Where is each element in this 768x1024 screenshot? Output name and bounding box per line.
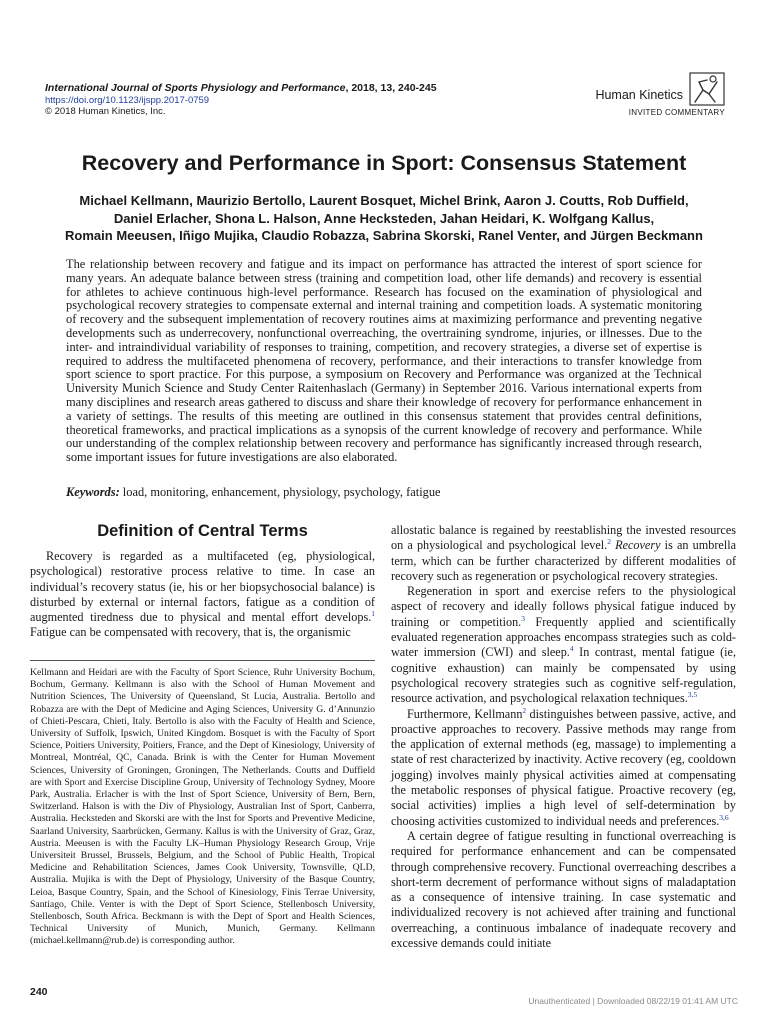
section-heading: Definition of Central Terms	[97, 522, 308, 540]
reference-link[interactable]: 4	[569, 644, 574, 654]
publisher-name: Human Kinetics	[595, 88, 683, 102]
body-text: In contrast, mental fatigue (ie, cognitive exhaustion) can mainly be compensated by using psychological recovery strategies such as cognitive self-regulation, resource activation, and psychological relaxation techniques.	[391, 645, 736, 706]
author-list	[40, 192, 728, 245]
journal-name: International Journal of Sports Physiology and Performance	[45, 82, 346, 94]
term-emphasis: Recovery	[615, 538, 661, 553]
author-line: Daniel Erlacher, Shona L. Halson, Anne Hecksteden, Jahan Heidari, K. Wolfgang Kallus,	[113, 210, 655, 226]
body-paragraph	[391, 523, 736, 584]
author-line: Romain Meeusen, Iñigo Mujika, Claudio Robazza, Sabrina Skorski, Ranel Venter, and Jürgen Beckmann	[65, 228, 703, 243]
keywords-text: load, monitoring, enhancement, physiology, psychology, fatigue	[119, 485, 441, 499]
right-column	[391, 523, 736, 951]
body-text: is an umbrella term, which can be further characterized by different modalities of recovery such as regeneration or psychological recovery strategies.	[391, 538, 737, 583]
abstract: The relationship between recovery and fatigue and its impact on performance has attracted the interest of sport science for many years. An adequate balance between stress (training and competition load, other life demands) and recovery is essential for athletes to achieve continuous high-level performance. Research has focused on the examination of physiological and psychological recovery strategies to compensate external and internal training and competition loads. A systematic monitoring of recovery and the subsequent implementation of recovery routines aims at maximizing performance and preventing negative developments such as underrecovery, nonfunctional overreaching, the overtraining syndrome, injuries, or illnesses. Due to the inter- and intraindividual variability of responses to training, competition, and recovery strategies, a diverse set of expertise is required to address the multifaceted phenomena of recovery, performance, and their interactions to transfer knowledge from sport science to sport practice. For this purpose, a symposium on Recovery and Performance was organized at the Technical University Munich Science and Study Center Raitenhaslach (Germany) in September 2016. Various international experts from many disciplines and research areas gathered to discuss and share their knowledge of recovery for performance enhancement in a variety of settings. The results of this meeting are outlined in this consensus statement that provides central definitions, theoretical frameworks, and practical implications as a synopsis of the current knowledge of recovery and performance. While our understanding of the complex relationship between recovery and performance has significantly increased through research, some important issues for future investigations are also elaborated.	[66, 257, 702, 465]
body-text: Furthermore, Kellmann	[407, 706, 523, 721]
body-paragraph: A certain degree of fatigue resulting in functional overreaching is required for performance enhancement and can be compensated through comprehensive recovery. Functional overreaching describes a short-term decrement of performance without signs of maladaptation as a consequence of intensive training. In case systematic and individualized recovery is not achieved after training and functional overreaching, a continuous imbalance of inadequate recovery and excessive demands could initiate	[391, 828, 736, 951]
copyright-notice: © 2018 Human Kinetics, Inc.	[45, 106, 166, 117]
body-text: Frequently applied and scientifically evaluated regeneration approaches encompass strategies such as cold-water immersion (CWI) and sleep.	[391, 614, 737, 660]
body-paragraph	[391, 707, 736, 829]
body-text: Regeneration in sport and exercise refers to the physiological aspect of recovery and ideally follows physical fatigue induced by training or competition.	[391, 584, 736, 629]
reference-link[interactable]: 2	[607, 537, 611, 547]
author-line: Michael Kellmann, Maurizio Bertollo, Laurent Bosquet, Michel Brink, Aaron J. Coutts, Rob Duffield,	[79, 193, 689, 208]
journal-volume-pages: , 2018, 13, 240-245	[345, 82, 437, 94]
body-text: Recovery is regarded as a multifaceted (eg, physiological, psychological) restorative process relative to time. In case an individual’s recovery status (ie, his or her biopsychosocial balance) is disturbed by external or internal factors, fatigue as a condition of augmented tiredness due to physical and mental effort develops.	[30, 549, 375, 625]
keywords	[66, 485, 441, 500]
keywords-label: Keywords:	[66, 485, 120, 499]
left-column	[30, 518, 375, 641]
article-title: Recovery and Performance in Sport: Consensus Statement	[81, 151, 687, 175]
journal-citation	[45, 82, 437, 94]
author-affiliations-footnote: Kellmann and Heidari are with the Faculty of Sport Science, Ruhr University Bochum, Bochum, Germany. Kellmann is also with the School of Human Movement and Nutrition Sciences, The University of Queensland, St Lucia, Australia. Bertollo and Robazza are with the Dept of Medicine and Aging Sciences, University G. d’Annunzio of Chieti-Pescara, Chieti, Italy. Bertollo is also with the Faculty of Health and Science, University of Suffolk, Ipswich, United Kingdom. Bosquet is with the Faculty of Sport Science, Poitiers University, Poitiers, France, and the Dept of Kinesiology, University of Montreal, Montréal, QC, Canada. Brink is with the Center for Human Movement Sciences, University of Groningen, Groningen, The Netherlands. Coutts and Duffield are with Sport and Exercise Discipline Group, University of Technology Sydney, Moore Park, Australia. Erlacher is with the Inst of Sport Science, University of Bern, Bern, Switzerland. Halson is with the Div of Physiology, Australian Inst of Sport, Canberra, Australia. Hecksteden and Skorski are with the Inst for Sports and Preventive Medicine, Saarland University, Saarbrücken, Germany. Kallus is with the University of Graz, Graz, Austria. Meeusen is with the Faculty LK–Human Physiology Research Group, Vrije Universiteit Brussel, Brussels, Belgium, and the School of Public Health, Tropical Medicine and Rehabilitation Sciences, James Cook University, Townsville, QLD, Australia. Mujika is with the Dept of Physiology, University of the Basque Country, Leioa, Basque Country, Spain, and the School of Kinesiology, Finis Terrae University, Santiago, Chile. Venter is with the Dept of Sport Science, Stellenbosch University, Stellenbosch, South Africa. Beckmann is with the Dept of Sport and Health Sciences, Technical University of Munich, Munich, Germany. Kellmann (michael.kellmann@rub.de) is corresponding author.	[30, 660, 375, 948]
reference-link[interactable]: 1	[371, 609, 375, 619]
reference-link[interactable]: 3,6	[719, 812, 729, 822]
doi-link[interactable]: https://doi.org/10.1123/ijspp.2017-0759	[45, 95, 210, 106]
download-watermark: Unauthenticated | Downloaded 08/22/19 01:41 AM UTC	[528, 996, 738, 1006]
body-paragraph	[30, 549, 375, 641]
journal-header	[45, 82, 725, 122]
reference-link[interactable]: 3,5	[687, 690, 698, 700]
human-kinetics-logo-icon	[689, 72, 725, 106]
body-text: Fatigue can be compensated with recovery, that is, the organismic	[30, 625, 351, 640]
body-text: allostatic balance is regained by reestablishing the invested resources on a physiological and psychological level.	[391, 523, 736, 553]
reference-link[interactable]: 3	[521, 613, 525, 623]
reference-link[interactable]: 2	[522, 705, 527, 715]
body-text: distinguishes between passive, active, and proactive approaches to recovery. Passive methods may range from the application of external methods (eg, massage) to implementing a state of rest characterized by inactivity. Active recovery (eg, cooldown jogging) involves mainly physical activities aimed at compensating the metabolic responses of physical fatigue. Proactive recovery (eg, social activities) implies a high level of self-determination by choosing activities customized to individual needs and preferences.	[391, 706, 737, 828]
page-number: 240	[30, 986, 48, 998]
body-paragraph	[391, 584, 736, 706]
article-type-label: INVITED COMMENTARY	[628, 108, 725, 117]
